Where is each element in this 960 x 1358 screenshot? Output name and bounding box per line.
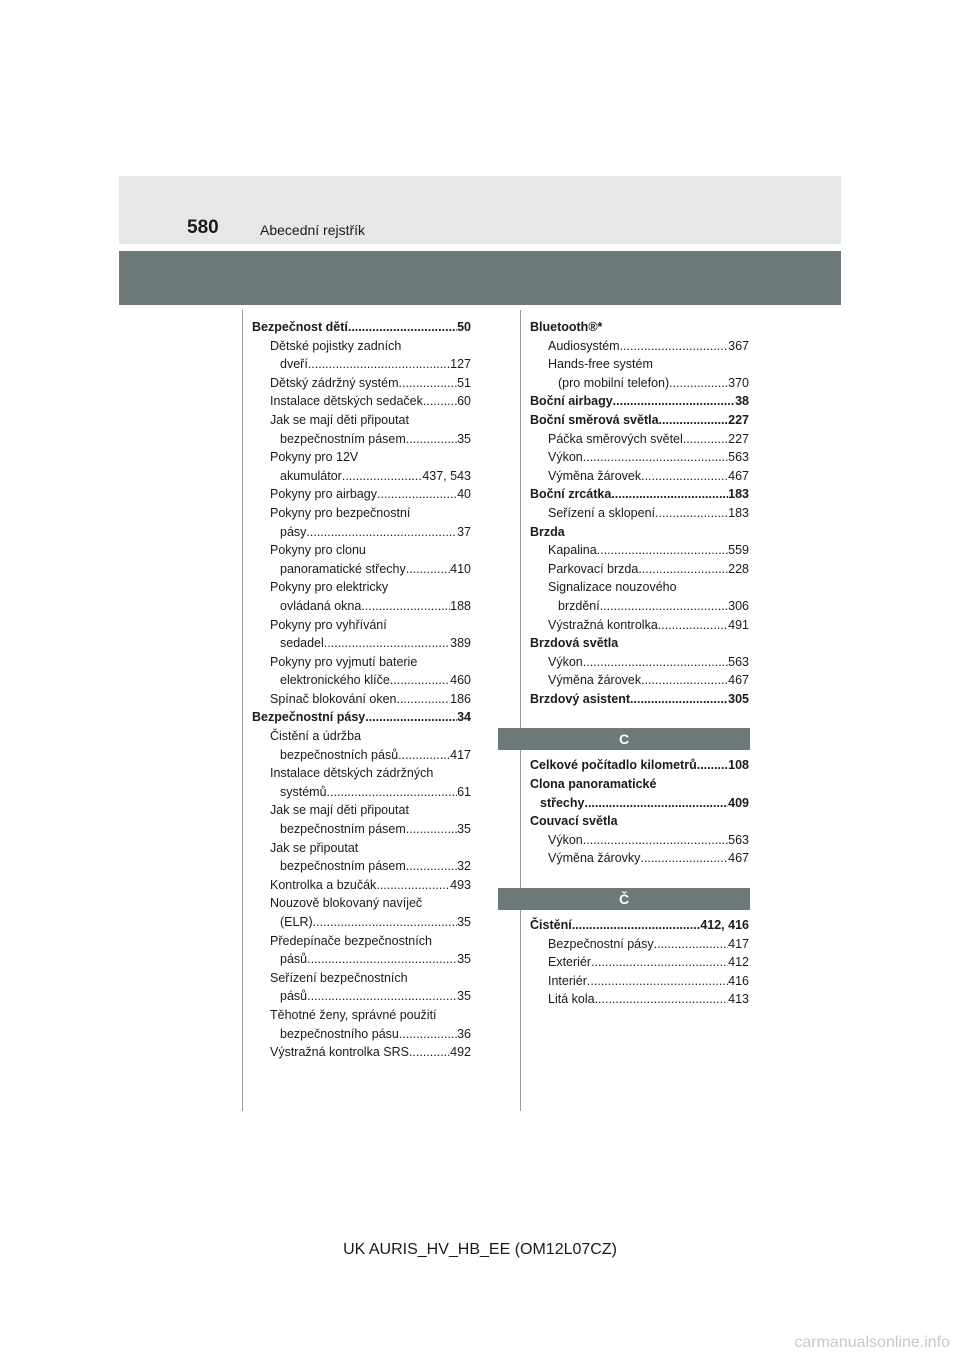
leader-dots [348,318,457,337]
page-ref: 437, 543 [422,468,471,483]
page-ref: 491 [728,617,749,632]
page-ref: 35 [457,915,471,929]
index-entry [252,801,471,838]
page-ref: 35 [457,952,471,967]
entry-text: Interiér [548,973,587,988]
page-ref: 32 [457,859,471,874]
leader-dots [406,560,450,579]
header-top-band [119,176,841,244]
entry-text: Dětský zádržný systém [270,375,399,390]
index-entry [530,690,749,709]
leader-dots [307,950,457,969]
page-ref: 227 [728,412,749,427]
index-entry [530,812,749,831]
index-entry [252,932,471,969]
index-entry [252,727,471,764]
entry-text: Litá kola [548,992,595,1007]
entry-text: Kapalina [548,543,597,558]
leader-dots [583,653,728,672]
entry-text: Instalace dětských zádržných [270,766,434,781]
index-entry [530,831,749,850]
index-entry [530,916,749,935]
page-ref: 367 [728,338,749,353]
leader-dots [307,987,457,1006]
leader-dots [406,857,457,876]
index-entry [530,972,749,991]
leader-dots [597,541,728,560]
page-ref: 40 [457,487,471,502]
index-entry [252,839,471,876]
page-ref: 50 [457,320,471,334]
index-entry [530,990,749,1009]
leader-dots [640,849,728,868]
index-entry [530,616,749,635]
page-ref: 413 [728,992,749,1007]
page-ref: 186 [450,691,471,706]
entry-text: bezpečnostním pásem [280,431,406,446]
index-entry [252,448,471,485]
entry-text: Jak se mají děti připoutat [270,803,409,818]
page-ref: 51 [457,375,471,390]
entry-text: Seřízení bezpečnostních [270,970,408,985]
index-entry [530,523,749,542]
page-number: 580 [187,217,219,238]
index-entry [530,392,749,411]
leader-dots [669,374,728,393]
index-entry [530,653,749,672]
entry-text: Jak se mají děti připoutat [270,412,409,427]
page-ref: 60 [457,394,471,409]
leader-dots [641,671,728,690]
index-entry [252,876,471,895]
entry-text: Nouzově blokovaný navíječ [270,896,423,911]
page-ref: 188 [450,598,471,613]
entry-text: Výměna žárovky [548,851,641,866]
leader-dots [313,913,457,932]
leader-dots [591,953,728,972]
leader-dots [361,597,450,616]
leader-dots [613,392,735,411]
page-ref: 412 [728,955,749,970]
entry-text: bezpečnostním pásem [280,859,406,874]
entry-text: Signalizace nouzového [548,580,677,595]
page-ref: 35 [457,822,471,837]
leader-dots [376,876,450,895]
entry-text: Brzda [530,524,565,539]
page-ref: 228 [728,561,749,576]
entry-text: Předepínače bezpečnostních [270,933,432,948]
index-entry [530,849,749,868]
index-entry [252,1043,471,1062]
entry-text: pásy [280,524,307,539]
page-ref: 370 [728,375,749,390]
entry-text: systémů [280,784,327,799]
entry-text: Výměna žárovek [548,673,642,688]
index-entry [530,775,749,812]
index-column-1 [252,318,471,1062]
index-entry [252,764,471,801]
leader-dots [406,820,457,839]
entry-text: Seřízení a sklopení [548,505,656,520]
entry-text: dveří [280,357,308,372]
entry-text: Pokyny pro airbagy [270,487,378,502]
index-entry [530,634,749,653]
leader-dots [399,1025,457,1044]
entry-text: brzdění [558,598,600,613]
page-ref: 108 [728,758,749,773]
index-entry [530,411,749,430]
leader-dots [697,756,728,775]
leader-dots [365,708,457,727]
page-ref: 183 [728,505,749,520]
page-ref: 306 [728,598,749,613]
page-ref: 563 [728,654,749,669]
leader-dots [620,337,729,356]
leader-dots [399,374,458,393]
page-ref: 409 [728,795,749,810]
leader-dots [595,990,729,1009]
entry-text: (pro mobilní telefon) [558,375,670,390]
page-ref: 417 [450,747,471,762]
index-entry [530,541,749,560]
entry-text: Boční směrová světla [530,412,659,427]
index-entry [530,935,749,954]
page-ref: 37 [457,524,471,539]
entry-text: Jak se připoutat [270,840,359,855]
entry-text: bezpečnostním pásem [280,822,406,837]
entry-text: Pokyny pro bezpečnostní [270,505,411,520]
page-ref: 183 [728,487,749,502]
entry-text: Výkon [548,832,583,847]
index-entry [252,318,471,337]
entry-text: Brzdový asistent [530,691,631,706]
entry-text: Pokyny pro vyjmutí baterie [270,654,418,669]
page-ref: 460 [450,673,471,688]
entry-text: Couvací světla [530,814,618,829]
page-ref: 227 [728,431,749,446]
index-entry [252,894,471,931]
index-entry [530,485,749,504]
index-entry [252,578,471,615]
index-entry [252,392,471,411]
entry-text: panoramatické střechy [280,561,406,576]
page-ref: 61 [457,784,471,799]
leader-dots [409,1043,450,1062]
entry-text: Kontrolka a bzučák [270,877,377,892]
entry-text: bezpečnostního pásu [280,1026,399,1041]
page-ref: 563 [728,832,749,847]
entry-text: Těhotné ženy, správné použití [270,1007,437,1022]
entry-text: Dětské pojistky zadních [270,338,402,353]
entry-text: elektronického klíče [280,673,390,688]
leader-dots [584,794,728,813]
entry-text: Bezpečnostní pásy [252,710,366,725]
page-title: Abecední rejstřík [260,222,366,238]
entry-text: Exteriér [548,955,592,970]
leader-dots [630,690,728,709]
page-ref: 467 [728,468,749,483]
leader-dots [327,783,458,802]
index-entry [252,411,471,448]
page-ref: 416 [728,973,749,988]
entry-text: Boční airbagy [530,394,613,409]
page-ref: 493 [450,877,471,892]
entry-text: pásů [280,989,308,1004]
watermark: carmanualsonline.info [794,1334,950,1351]
entry-text: Bezpečnostní pásy [548,936,654,951]
entry-text: Páčka směrových světel [548,431,683,446]
index-entry [252,708,471,727]
index-entry [530,560,749,579]
page-ref: 35 [457,989,471,1004]
index-entry [530,337,749,356]
entry-text: Výstražná kontrolka SRS [270,1045,409,1060]
page-ref: 559 [728,543,749,558]
index-entry [252,374,471,393]
index-entry [530,467,749,486]
entry-text: Boční zrcátka [530,487,612,502]
index-entry [530,448,749,467]
header-bar [119,251,841,305]
entry-text: Výměna žárovek [548,468,642,483]
leader-dots [638,560,728,579]
index-entry [530,504,749,523]
entry-text: Audiosystém [548,338,620,353]
leader-dots [390,671,450,690]
leader-dots [683,430,728,449]
leader-dots [655,504,728,523]
index-entry [530,756,749,775]
page-ref: 38 [735,394,749,409]
index-entry [530,578,749,615]
entry-text: akumulátor [280,468,342,483]
leader-dots [423,392,457,411]
leader-dots [583,831,728,850]
entry-text: Výkon [548,654,583,669]
entry-text: střechy [540,795,585,810]
leader-dots [406,430,457,449]
entry-text: Clona panoramatické [530,777,657,792]
entry-text: Čistění a údržba [270,729,362,744]
leader-dots [641,467,728,486]
leader-dots [572,916,701,935]
section-header: C [498,728,750,750]
leader-dots [398,746,450,765]
index-entry [252,337,471,374]
entry-text: Čistění [530,918,572,933]
column-divider-middle [520,310,521,1111]
entry-text: Pokyny pro elektricky [270,580,389,595]
entry-text: Celkové počítadlo kilometrů [530,758,697,773]
entry-text: Hands-free systém [548,357,653,372]
entry-text: Pokyny pro clonu [270,543,366,558]
entry-text: Brzdová světla [530,636,619,651]
page-ref: 467 [728,851,749,866]
page-ref: 412, 416 [700,918,749,933]
index-entry [530,318,749,337]
page-ref: 127 [450,357,471,372]
entry-text: Výkon [548,450,583,465]
entry-text: Bezpečnost dětí [252,320,348,334]
leader-dots [396,690,450,709]
index-entry [252,541,471,578]
entry-text: Bluetooth®* [530,320,603,334]
index-entry [530,430,749,449]
entry-text: bezpečnostních pásů [280,747,399,762]
index-entry [252,504,471,541]
entry-text: Instalace dětských sedaček [270,394,423,409]
column-divider-left [242,310,243,1111]
index-entry [252,653,471,690]
index-entry [252,485,471,504]
page-ref: 305 [728,691,749,706]
index-entry [530,355,749,392]
page-ref: 389 [450,636,471,651]
page-ref: 467 [728,673,749,688]
entry-text: Pokyny pro vyhřívání [270,617,387,632]
page-ref: 410 [450,561,471,576]
leader-dots [658,616,728,635]
index-entry [252,690,471,709]
leader-dots [377,485,457,504]
leader-dots [659,411,729,430]
leader-dots [342,467,422,486]
page-ref: 35 [457,431,471,446]
leader-dots [324,634,450,653]
section-header: Č [498,888,750,910]
entry-text: Spínač blokování oken [270,691,397,706]
entry-text: ovládaná okna [280,598,362,613]
index-entry [530,671,749,690]
leader-dots [583,448,728,467]
leader-dots [308,355,450,374]
leader-dots [600,597,728,616]
page-ref: 36 [457,1026,471,1041]
footer-code: UK AURIS_HV_HB_EE (OM12L07CZ) [343,1241,617,1258]
index-entry [252,616,471,653]
page-ref: 492 [450,1045,471,1060]
leader-dots [306,523,457,542]
page-ref: 563 [728,450,749,465]
entry-text: Parkovací brzda [548,561,639,576]
index-column-2 [530,318,749,1009]
index-entry [530,953,749,972]
index-entry [252,1006,471,1043]
entry-text: sedadel [280,636,324,651]
leader-dots [611,485,728,504]
leader-dots [654,935,729,954]
index-entry [252,969,471,1006]
leader-dots [587,972,728,991]
entry-text: pásů [280,952,308,967]
page-ref: 417 [728,936,749,951]
entry-text: (ELR) [280,915,313,929]
entry-text: Pokyny pro 12V [270,450,359,465]
page-ref: 34 [457,710,471,725]
entry-text: Výstražná kontrolka [548,617,658,632]
